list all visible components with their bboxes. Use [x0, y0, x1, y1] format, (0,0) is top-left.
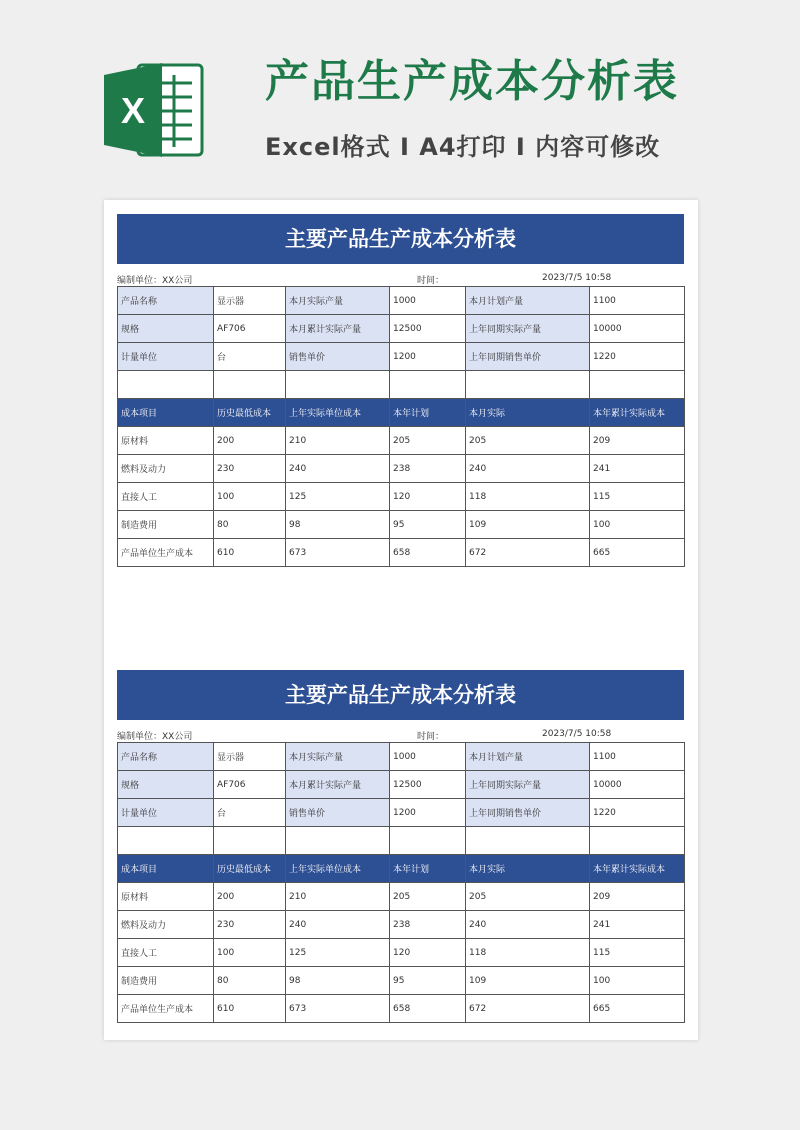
cost-header-cell[interactable]: 本年累计实际成本 — [590, 855, 685, 883]
cost-value-cell[interactable]: 230 — [214, 455, 286, 483]
time-value: 2023/7/5 10:58 — [542, 729, 612, 739]
info-value-cell[interactable]: 1000 — [390, 743, 466, 771]
cost-value-cell[interactable]: 209 — [590, 883, 685, 911]
cost-header-cell[interactable]: 成本项目 — [118, 399, 214, 427]
blank-cell[interactable] — [214, 371, 286, 399]
cost-row — [118, 483, 685, 511]
cost-value-cell[interactable]: 238 — [390, 911, 466, 939]
unit-label: 编制单位：XX公司 — [117, 732, 193, 742]
info-label-cell[interactable]: 本月实际产量 — [286, 743, 390, 771]
cost-value-cell[interactable]: 241 — [590, 455, 685, 483]
cost-row — [118, 539, 685, 567]
info-value-cell[interactable]: 12500 — [390, 771, 466, 799]
cost-value-cell[interactable]: 125 — [286, 483, 390, 511]
cost-value-cell[interactable]: 610 — [214, 995, 286, 1023]
cost-value-cell[interactable]: 80 — [214, 967, 286, 995]
cost-row — [118, 967, 685, 995]
page-title: 产品生产成本分析表 — [265, 56, 679, 107]
blank-cell[interactable] — [390, 827, 466, 855]
cost-item-cell[interactable]: 制造费用 — [118, 967, 214, 995]
cost-value-cell[interactable]: 658 — [390, 539, 466, 567]
cost-value-cell[interactable]: 100 — [590, 967, 685, 995]
blank-row — [118, 371, 685, 399]
info-value-cell[interactable]: 10000 — [590, 771, 685, 799]
cost-value-cell[interactable]: 673 — [286, 995, 390, 1023]
cost-value-cell[interactable]: 672 — [466, 995, 590, 1023]
table-banner: 主要产品生产成本分析表 — [117, 670, 684, 720]
info-label-cell[interactable]: 上年同期销售单价 — [466, 799, 590, 827]
info-label-cell[interactable]: 本月计划产量 — [466, 743, 590, 771]
cost-row — [118, 911, 685, 939]
cost-value-cell[interactable]: 205 — [466, 427, 590, 455]
excel-logo-icon — [100, 55, 210, 165]
cost-value-cell[interactable]: 610 — [214, 539, 286, 567]
cost-row — [118, 511, 685, 539]
info-row — [118, 287, 685, 315]
info-label-cell[interactable]: 计量单位 — [118, 343, 214, 371]
cost-header-cell[interactable]: 本年计划 — [390, 399, 466, 427]
meta-row — [117, 720, 684, 742]
info-value-cell[interactable]: 台 — [214, 343, 286, 371]
cost-value-cell[interactable]: 100 — [214, 939, 286, 967]
blank-cell[interactable] — [118, 371, 214, 399]
info-value-cell[interactable]: 1100 — [590, 287, 685, 315]
info-value-cell[interactable]: 1220 — [590, 799, 685, 827]
info-value-cell[interactable]: 10000 — [590, 315, 685, 343]
cost-value-cell[interactable]: 241 — [590, 911, 685, 939]
info-value-cell[interactable]: 1200 — [390, 343, 466, 371]
blank-cell[interactable] — [390, 371, 466, 399]
info-value-cell[interactable]: 1100 — [590, 743, 685, 771]
cost-header-row — [118, 399, 685, 427]
info-row — [118, 743, 685, 771]
info-value-cell[interactable]: 显示器 — [214, 287, 286, 315]
info-value-cell[interactable]: AF706 — [214, 315, 286, 343]
cost-value-cell[interactable]: 209 — [590, 427, 685, 455]
blank-cell[interactable] — [590, 827, 685, 855]
cost-item-cell[interactable]: 产品单位生产成本 — [118, 995, 214, 1023]
info-label-cell[interactable]: 上年同期实际产量 — [466, 315, 590, 343]
blank-cell[interactable] — [214, 827, 286, 855]
info-value-cell[interactable]: 1000 — [390, 287, 466, 315]
info-value-cell[interactable]: 1200 — [390, 799, 466, 827]
cost-value-cell[interactable]: 673 — [286, 539, 390, 567]
cost-value-cell[interactable]: 240 — [286, 455, 390, 483]
blank-cell[interactable] — [466, 371, 590, 399]
cost-value-cell[interactable]: 210 — [286, 883, 390, 911]
cost-value-cell[interactable]: 100 — [214, 483, 286, 511]
cost-header-cell[interactable]: 本年累计实际成本 — [590, 399, 685, 427]
cost-value-cell[interactable]: 125 — [286, 939, 390, 967]
cost-value-cell[interactable]: 658 — [390, 995, 466, 1023]
cost-value-cell[interactable]: 672 — [466, 539, 590, 567]
cost-row — [118, 883, 685, 911]
cost-value-cell[interactable]: 120 — [390, 483, 466, 511]
cost-row — [118, 995, 685, 1023]
cost-header-row — [118, 855, 685, 883]
info-label-cell[interactable]: 销售单价 — [286, 343, 390, 371]
cost-value-cell[interactable]: 98 — [286, 967, 390, 995]
info-label-cell[interactable]: 产品名称 — [118, 743, 214, 771]
cost-item-cell[interactable]: 直接人工 — [118, 483, 214, 511]
cost-value-cell[interactable]: 665 — [590, 995, 685, 1023]
cost-row — [118, 427, 685, 455]
excel-logo-letter: X — [120, 90, 146, 131]
cost-header-cell[interactable]: 本月实际 — [466, 399, 590, 427]
info-label-cell[interactable]: 上年同期销售单价 — [466, 343, 590, 371]
cost-value-cell[interactable]: 80 — [214, 511, 286, 539]
meta-row — [117, 264, 684, 286]
time-label: 时间： — [417, 732, 445, 742]
info-row — [118, 315, 685, 343]
time-label: 时间： — [417, 276, 445, 286]
info-label-cell[interactable]: 规格 — [118, 315, 214, 343]
cost-item-cell[interactable]: 产品单位生产成本 — [118, 539, 214, 567]
cost-item-cell[interactable]: 原材料 — [118, 883, 214, 911]
cost-header-cell[interactable]: 上年实际单位成本 — [286, 399, 390, 427]
cost-table — [117, 286, 685, 567]
blank-cell[interactable] — [590, 371, 685, 399]
blank-cell[interactable] — [118, 827, 214, 855]
cost-value-cell[interactable]: 200 — [214, 883, 286, 911]
info-value-cell[interactable]: 显示器 — [214, 743, 286, 771]
info-row — [118, 343, 685, 371]
info-value-cell[interactable]: AF706 — [214, 771, 286, 799]
cost-value-cell[interactable]: 238 — [390, 455, 466, 483]
table-banner: 主要产品生产成本分析表 — [117, 214, 684, 264]
blank-cell[interactable] — [286, 827, 390, 855]
info-label-cell[interactable]: 计量单位 — [118, 799, 214, 827]
cost-value-cell[interactable]: 95 — [390, 967, 466, 995]
info-value-cell[interactable]: 台 — [214, 799, 286, 827]
cost-header-cell[interactable]: 本月实际 — [466, 855, 590, 883]
cost-table-block — [117, 214, 684, 567]
cost-row — [118, 939, 685, 967]
cost-value-cell[interactable]: 240 — [466, 911, 590, 939]
cost-value-cell[interactable]: 100 — [590, 511, 685, 539]
cost-value-cell[interactable]: 109 — [466, 511, 590, 539]
cost-value-cell[interactable]: 210 — [286, 427, 390, 455]
info-value-cell[interactable]: 1220 — [590, 343, 685, 371]
cost-table — [117, 742, 685, 1023]
blank-cell[interactable] — [466, 827, 590, 855]
unit-label: 编制单位：XX公司 — [117, 276, 193, 286]
info-label-cell[interactable]: 本月累计实际产量 — [286, 315, 390, 343]
blank-cell[interactable] — [286, 371, 390, 399]
info-label-cell[interactable]: 本月累计实际产量 — [286, 771, 390, 799]
cost-item-cell[interactable]: 原材料 — [118, 427, 214, 455]
info-row — [118, 771, 685, 799]
blank-row — [118, 827, 685, 855]
cost-table-block — [117, 670, 684, 1023]
cost-item-cell[interactable]: 直接人工 — [118, 939, 214, 967]
info-label-cell[interactable]: 规格 — [118, 771, 214, 799]
info-row — [118, 799, 685, 827]
info-label-cell[interactable]: 上年同期实际产量 — [466, 771, 590, 799]
cost-value-cell[interactable]: 665 — [590, 539, 685, 567]
cost-header-cell[interactable]: 历史最低成本 — [214, 855, 286, 883]
info-label-cell[interactable]: 产品名称 — [118, 287, 214, 315]
cost-value-cell[interactable]: 95 — [390, 511, 466, 539]
cost-header-cell[interactable]: 本年计划 — [390, 855, 466, 883]
cost-header-cell[interactable]: 成本项目 — [118, 855, 214, 883]
cost-value-cell[interactable]: 200 — [214, 427, 286, 455]
info-label-cell[interactable]: 销售单价 — [286, 799, 390, 827]
cost-value-cell[interactable]: 115 — [590, 483, 685, 511]
cost-value-cell[interactable]: 240 — [466, 455, 590, 483]
cost-header-cell[interactable]: 历史最低成本 — [214, 399, 286, 427]
cost-value-cell[interactable]: 98 — [286, 511, 390, 539]
cost-item-cell[interactable]: 燃料及动力 — [118, 911, 214, 939]
cost-value-cell[interactable]: 115 — [590, 939, 685, 967]
document-sheet — [104, 200, 698, 1040]
info-value-cell[interactable]: 12500 — [390, 315, 466, 343]
info-label-cell[interactable]: 本月实际产量 — [286, 287, 390, 315]
time-value: 2023/7/5 10:58 — [542, 273, 612, 283]
cost-value-cell[interactable]: 118 — [466, 939, 590, 967]
cost-value-cell[interactable]: 205 — [390, 427, 466, 455]
cost-value-cell[interactable]: 205 — [466, 883, 590, 911]
cost-header-cell[interactable]: 上年实际单位成本 — [286, 855, 390, 883]
cost-value-cell[interactable]: 109 — [466, 967, 590, 995]
cost-value-cell[interactable]: 230 — [214, 911, 286, 939]
cost-row — [118, 455, 685, 483]
cost-item-cell[interactable]: 燃料及动力 — [118, 455, 214, 483]
info-label-cell[interactable]: 本月计划产量 — [466, 287, 590, 315]
cost-value-cell[interactable]: 118 — [466, 483, 590, 511]
page-subtitle: Excel格式 I A4打印 I 内容可修改 — [265, 133, 661, 161]
cost-value-cell[interactable]: 120 — [390, 939, 466, 967]
cost-item-cell[interactable]: 制造费用 — [118, 511, 214, 539]
cost-value-cell[interactable]: 240 — [286, 911, 390, 939]
cost-value-cell[interactable]: 205 — [390, 883, 466, 911]
